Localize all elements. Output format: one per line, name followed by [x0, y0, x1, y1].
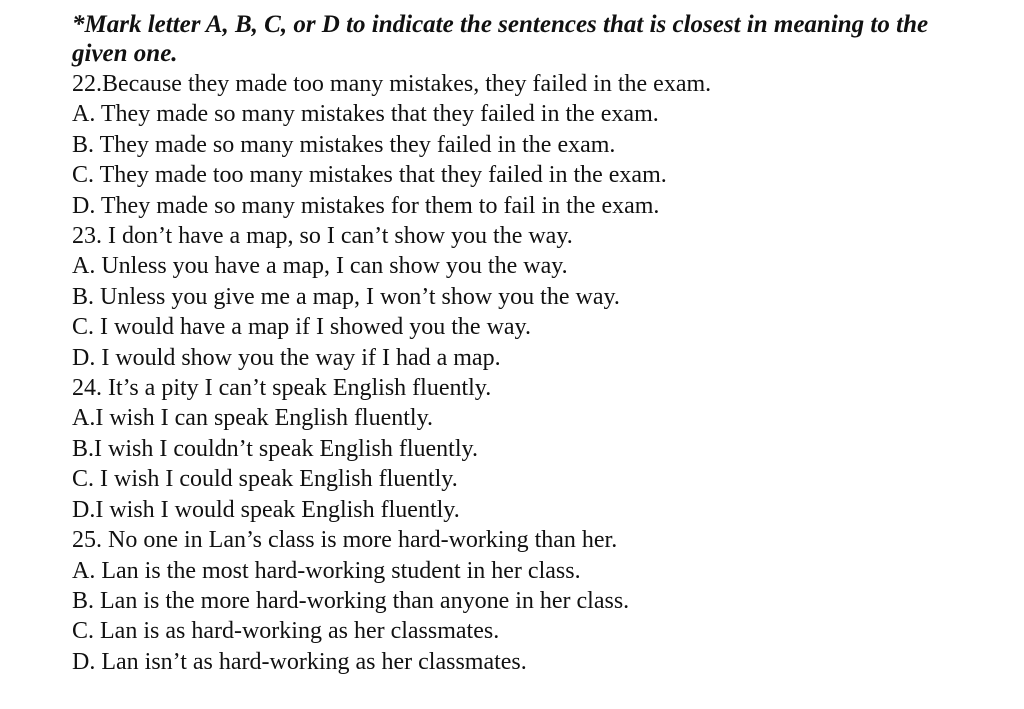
option-d: D. They made so many mistakes for them to fail in the exam. [72, 192, 660, 219]
option-d: D. Lan isn’t as hard-working as her classmates. [72, 648, 527, 675]
question-stem: 25. No one in Lan’s class is more hard-working than her. [72, 527, 618, 554]
question-24 [72, 373, 1012, 525]
option-d: D. I would show you the way if I had a map. [72, 344, 501, 371]
option-a: A. Unless you have a map, I can show you the way. [72, 253, 568, 280]
question-stem: 22.Because they made too many mistakes, they failed in the exam. [72, 71, 712, 97]
question-25 [72, 525, 1012, 677]
option-a: A. Lan is the most hard-working student in her class. [72, 557, 581, 584]
option-c: C. They made too many mistakes that they failed in the exam. [72, 162, 667, 189]
option-c: C. Lan is as hard-working as her classmates. [72, 618, 500, 645]
option-b: B.I wish I couldn’t speak English fluently. [72, 435, 478, 462]
option-d: D.I wish I would speak English fluently. [72, 496, 460, 523]
option-b: B. Unless you give me a map, I won’t show you the way. [72, 283, 620, 310]
question-23 [72, 221, 1012, 373]
instruction-line-2: given one. [72, 40, 178, 67]
option-a: A. They made so many mistakes that they failed in the exam. [72, 101, 659, 128]
option-b: B. Lan is the more hard-working than anyone in her class. [72, 587, 630, 614]
question-22 [72, 69, 1012, 221]
worksheet [72, 10, 1012, 677]
option-c: C. I would have a map if I showed you the way. [72, 314, 531, 341]
option-a: A.I wish I can speak English fluently. [72, 405, 434, 432]
question-stem: 24. It’s a pity I can’t speak English fluently. [72, 375, 492, 402]
instruction-line-1: *Mark letter A, B, C, or D to indicate the sentences that is closest in meaning to the [72, 11, 929, 38]
instruction [72, 10, 1012, 68]
option-b: B. They made so many mistakes they failed in the exam. [72, 131, 616, 158]
question-stem: 23. I don’t have a map, so I can’t show you the way. [72, 223, 573, 250]
option-c: C. I wish I could speak English fluently. [72, 466, 458, 493]
